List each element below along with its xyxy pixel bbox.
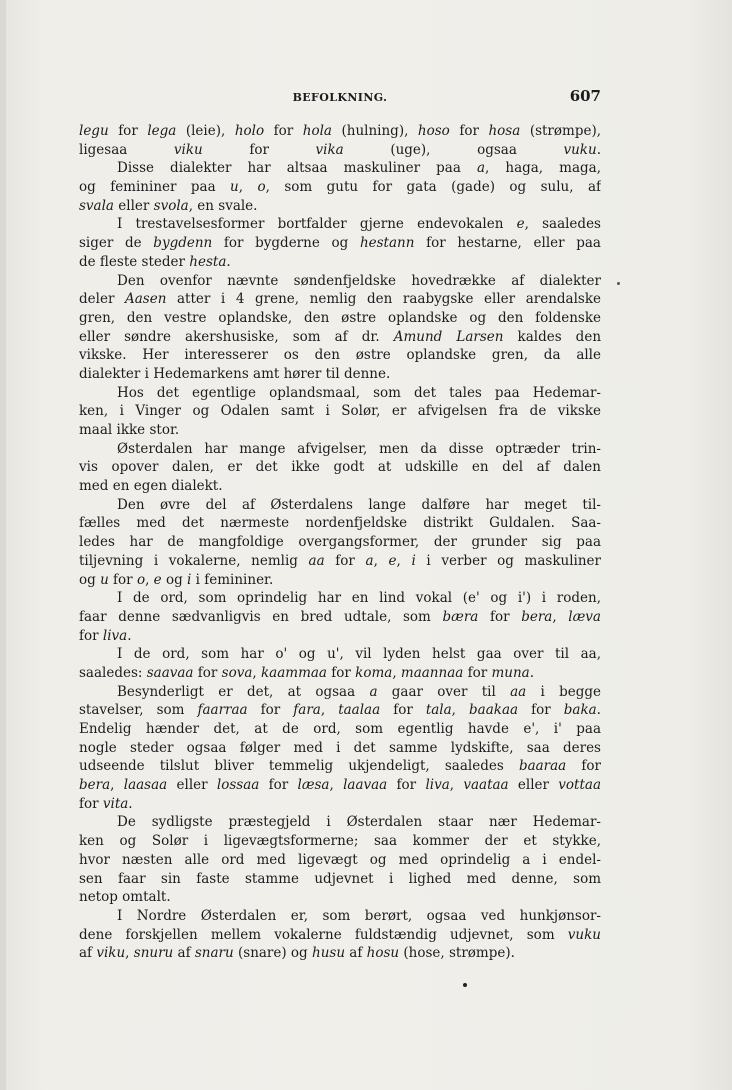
text-run: . <box>127 627 132 644</box>
text-run: for <box>463 664 492 681</box>
italic-word: hosa <box>488 123 521 139</box>
text-run: Den øvre del af Østerdalens lange dalføre har meget til- <box>117 496 601 513</box>
text-run: for <box>259 777 298 794</box>
text-run: for <box>566 758 601 775</box>
italic-word: læva <box>568 608 601 625</box>
text-run: i femininer. <box>191 571 274 588</box>
text-line <box>79 571 601 590</box>
italic-word: kaammaa <box>260 664 327 681</box>
text-line <box>79 888 601 907</box>
text-run: (hulning), <box>331 123 418 139</box>
text-run: netop omtalt. <box>79 889 171 906</box>
text-run: , <box>238 179 258 196</box>
italic-word: faarraa <box>197 702 248 719</box>
text-run: nogle steder ogsaa følger med i det samme lydskifte, saa deres <box>79 739 601 756</box>
text-run: og <box>79 571 101 588</box>
text-run: I Nordre Østerdalen er, som berørt, ogsaa ved hunkjønsor- <box>117 907 601 924</box>
text-run: De sydligste præstegjeld i Østerdalen staar nær Hedemar- <box>117 814 601 831</box>
italic-word: a <box>476 160 486 177</box>
text-line <box>79 552 601 571</box>
italic-word: aa <box>308 552 325 569</box>
text-run: med en egen dialekt. <box>79 478 223 495</box>
text-line <box>79 253 601 272</box>
text-run: af <box>345 945 367 962</box>
text-run: eller søndre akershusiske, som af dr. <box>79 328 394 345</box>
italic-word: baka <box>563 702 597 719</box>
italic-word: hola <box>302 123 332 139</box>
italic-word: u <box>230 179 239 196</box>
text-run: for <box>193 664 222 681</box>
body-text <box>79 122 601 963</box>
text-run: for <box>478 608 522 625</box>
italic-word: laavaa <box>343 777 388 794</box>
text-run: , <box>320 702 339 719</box>
italic-word: a <box>369 683 378 700</box>
text-run: , <box>145 571 154 588</box>
italic-word: fara <box>293 702 321 719</box>
italic-word: liva <box>425 777 450 794</box>
text-run: ken, i Vinger og Odalen samt i Solør, er afvigelsen fra de vikske <box>79 403 601 420</box>
text-run: gaar over til <box>377 683 511 700</box>
text-run: i begge <box>526 683 601 700</box>
text-run: og <box>161 571 188 588</box>
text-run: for <box>449 123 489 139</box>
italic-word: hoso <box>417 123 450 139</box>
italic-word: viku <box>173 141 203 158</box>
text-line <box>79 664 601 683</box>
text-line <box>79 346 601 365</box>
text-line <box>79 851 601 870</box>
text-run: sen faar sin faste stamme udjevnet i lighed med denne, som <box>79 870 601 887</box>
text-run: maal ikke stor. <box>79 422 180 438</box>
stray-ink-mark <box>617 282 620 285</box>
text-run: Hos det egentlige oplandsmaal, som det tales paa Hedemar- <box>117 384 601 401</box>
text-line <box>79 589 601 608</box>
text-run: af <box>79 945 97 962</box>
italic-word: tala <box>425 702 452 719</box>
text-run: for <box>380 702 426 719</box>
text-run: tiljevning i vokalerne, nemlig <box>79 552 309 569</box>
italic-word: o <box>136 571 146 588</box>
italic-word: baaraa <box>518 758 567 775</box>
text-run: for <box>79 627 103 644</box>
text-line <box>79 458 601 477</box>
text-run: for <box>247 702 294 719</box>
text-line <box>79 197 601 216</box>
italic-word: e <box>153 571 162 588</box>
text-run: Besynderligt er det, at ogsaa <box>117 683 370 700</box>
italic-word: taalaa <box>338 702 381 719</box>
text-line <box>79 701 601 720</box>
text-run: ken og Solør i ligevægtsformerne; saa kommer der et stykke, <box>79 833 601 850</box>
text-run: eller <box>167 777 217 794</box>
text-run: faar denne sædvanligvis en bred udtale, som <box>79 608 443 625</box>
text-run: af <box>173 945 195 962</box>
italic-word: muna <box>491 664 530 681</box>
italic-word: vita <box>102 795 129 812</box>
text-line <box>79 683 601 702</box>
text-run: , som gutu for gata (gade) og sulu, af <box>265 179 601 196</box>
italic-word: vika <box>315 141 344 158</box>
italic-word: a <box>365 552 374 569</box>
text-line <box>79 309 601 328</box>
text-line <box>79 757 601 776</box>
italic-word: bygdenn <box>153 235 213 252</box>
text-run: siger de <box>79 235 154 252</box>
text-run: dene forskjellen mellem vokalerne fuldstændig udjevnet, som <box>79 926 568 943</box>
text-run: kaldes den <box>503 328 601 345</box>
text-line <box>79 870 601 889</box>
italic-word: læsa <box>297 777 330 794</box>
text-run: ligesaa <box>79 141 174 158</box>
text-line <box>79 384 601 403</box>
running-head: BEFOLKNING. <box>292 91 388 104</box>
text-line <box>79 907 601 926</box>
text-run: eller <box>113 197 154 214</box>
text-run: , <box>396 552 412 569</box>
text-line <box>79 944 601 963</box>
text-run: . <box>128 795 133 812</box>
text-line <box>79 739 601 758</box>
text-run: , <box>451 702 470 719</box>
italic-word: laasaa <box>123 777 168 794</box>
text-line <box>79 926 601 945</box>
text-run: Den ovenfor nævnte søndenfjeldske hovedrække af dialekter <box>117 272 601 289</box>
text-run: I de ord, som har o' og u', vil lyden helst gaa over til aa, <box>117 646 601 663</box>
italic-word: koma <box>355 664 393 681</box>
text-run: I trestavelsesformer bortfalder gjerne endevokalen <box>117 216 517 233</box>
text-run: stavelser, som <box>79 702 198 719</box>
text-run: ledes har de mangfoldige overgangsformer, der grunder sig paa <box>79 534 601 551</box>
text-line <box>79 832 601 851</box>
italic-word: bera <box>79 777 111 794</box>
italic-word: holo <box>234 123 265 139</box>
text-line <box>79 496 601 515</box>
text-run: (snare) og <box>233 945 312 962</box>
scan-edge <box>0 0 6 1090</box>
text-line <box>79 608 601 627</box>
page-number: 607 <box>569 87 601 105</box>
italic-word: legu <box>79 123 109 139</box>
italic-word: e <box>516 216 525 233</box>
text-run: for <box>518 702 564 719</box>
text-line <box>79 813 601 832</box>
italic-word: aa <box>510 683 527 700</box>
text-run: for <box>264 123 303 139</box>
text-run: , <box>552 608 569 625</box>
text-run: Disse dialekter har altsaa maskuliner paa <box>117 160 477 177</box>
text-run: hvor næsten alle ord med ligevægt og med oprindelig a i endel- <box>79 851 601 868</box>
bottom-ink-dot <box>463 983 467 987</box>
text-line <box>79 122 601 141</box>
text-run: Østerdalen har mange afvigelser, men da disse optræder trin- <box>117 440 601 457</box>
text-line <box>79 402 601 421</box>
text-run: for <box>326 664 356 681</box>
text-line <box>79 776 601 795</box>
italic-word: i <box>187 571 192 588</box>
italic-word: lega <box>147 123 177 139</box>
italic-word: e <box>388 552 397 569</box>
italic-word: snuru <box>133 945 174 962</box>
italic-word: o <box>257 179 266 196</box>
text-run: , <box>449 777 464 794</box>
italic-word: snaru <box>194 945 234 962</box>
text-run: for <box>108 571 137 588</box>
text-line <box>79 720 601 739</box>
text-run: for bygderne og <box>212 235 360 252</box>
text-run: , saaledes <box>524 216 601 233</box>
text-line <box>79 365 601 384</box>
text-run: (hose, strømpe). <box>399 945 515 962</box>
italic-word: lossaa <box>216 777 260 794</box>
text-run: udseende tilslut bliver temmelig ukjendeligt, saaledes <box>79 758 519 775</box>
text-run: vikske. Her interesserer os den østre oplandske gren, da alle <box>79 347 601 364</box>
italic-word: liva <box>102 627 128 644</box>
text-run: . <box>596 702 601 719</box>
text-line <box>79 645 601 664</box>
italic-word: viku <box>96 945 126 962</box>
text-run: Endelig hænder det, at de ord, som egentlig havde e', i' paa <box>79 721 601 737</box>
text-run: i verber og maskuliner <box>415 552 601 569</box>
italic-word: vottaa <box>558 777 601 794</box>
text-line <box>79 514 601 533</box>
text-run: , <box>329 777 344 794</box>
italic-word: hesta <box>189 253 227 270</box>
text-line <box>79 272 601 291</box>
text-run: for hestarne, eller paa <box>414 235 601 252</box>
text-line <box>79 328 601 347</box>
italic-word: vaataa <box>463 777 509 794</box>
text-run: for <box>324 552 366 569</box>
text-run: , <box>252 664 261 681</box>
text-run: , <box>392 664 401 681</box>
italic-word: Amund Larsen <box>393 328 504 345</box>
text-line <box>79 234 601 253</box>
text-run: (strømpe), <box>520 123 601 139</box>
text-run: gren, den vestre oplandske, den østre oplandske og den foldenske <box>79 309 601 326</box>
text-run: saaledes: <box>79 664 147 681</box>
text-run: I de ord, som oprindelig har en lind vokal (e' og i') i roden, <box>117 590 601 607</box>
text-line <box>79 178 601 197</box>
text-run: . <box>226 253 231 270</box>
text-run: atter i 4 grene, nemlig den raabygske eller arendalske <box>166 291 601 308</box>
text-run: , <box>110 777 124 794</box>
italic-word: hestann <box>359 235 415 252</box>
text-run: , <box>373 552 389 569</box>
text-run: fælles med det nærmeste nordenfjeldske distrikt Guldalen. Saa- <box>79 515 601 532</box>
text-line <box>79 141 601 160</box>
italic-word: maannaa <box>400 664 464 681</box>
italic-word: Aasen <box>124 291 167 308</box>
italic-word: hosu <box>366 945 400 962</box>
italic-word: vuku <box>567 926 601 943</box>
text-run: for <box>387 777 426 794</box>
text-run: og femininer paa <box>79 179 231 196</box>
text-run: vis opover dalen, er det ikke godt at udskille en del af dalen <box>79 459 601 476</box>
text-line <box>79 290 601 309</box>
text-line <box>79 215 601 234</box>
text-line <box>79 477 601 496</box>
text-run: de fleste steder <box>79 253 190 270</box>
text-run: (leie), <box>176 123 235 139</box>
text-run: . <box>529 664 535 681</box>
italic-word: husu <box>312 945 346 962</box>
text-run: for <box>108 123 148 139</box>
text-run: deler <box>79 291 125 308</box>
page-header <box>79 87 601 109</box>
text-line <box>79 421 601 440</box>
text-line <box>79 440 601 459</box>
text-run: dialekter i Hedemarkens amt hører til denne. <box>79 365 391 382</box>
text-run: , <box>125 945 134 962</box>
text-line <box>79 627 601 646</box>
text-run: , haga, maga, <box>485 160 601 177</box>
italic-word: baakaa <box>469 702 519 719</box>
italic-word: svala <box>79 197 114 214</box>
text-run: (uge), ogsaa <box>343 141 564 158</box>
italic-word: saavaa <box>146 664 194 681</box>
text-line <box>79 159 601 178</box>
italic-word: i <box>411 552 416 569</box>
italic-word: bæra <box>442 608 479 625</box>
text-run: eller <box>508 777 559 794</box>
italic-word: vuku <box>563 141 597 158</box>
text-run: for <box>79 795 103 812</box>
text-line <box>79 533 601 552</box>
text-run: for <box>202 141 316 158</box>
text-run: . <box>596 141 601 158</box>
text-line <box>79 795 601 814</box>
italic-word: bera <box>521 608 553 625</box>
italic-word: sova <box>221 664 253 681</box>
text-run: , en svale. <box>188 197 258 214</box>
italic-word: svola <box>153 197 189 214</box>
italic-word: u <box>100 571 109 588</box>
